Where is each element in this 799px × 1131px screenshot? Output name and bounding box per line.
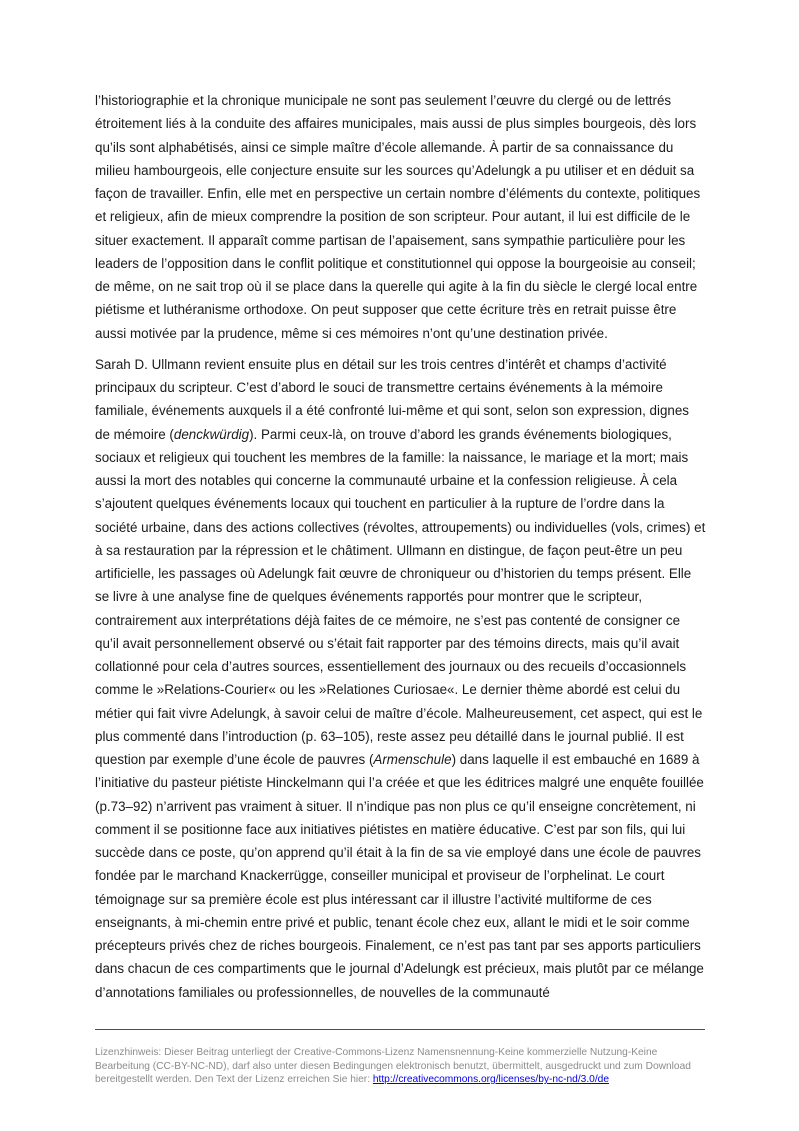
paragraph [95,89,707,345]
paragraph-text: ). Parmi ceux-là, on trouve d’abord les grands événements biologiques, sociaux et religieux qui touchent les membres de la famille: la naissance, le mariage et la mort; mais aussi la mort des notables qui concerne la communauté urbaine et la confession religieuse. À cela s’ajoutent quelques événements locaux qui touchent en particulier à la rupture de l’ordre dans la société urbaine, dans des actions collectives (révoltes, attroupements) ou individuelles (vols, crimes) et à sa restauration par la répression et le châtiment. Ullmann en distingue, de façon peut-être un peu artificielle, les passages où Adelungk fait œuvre de chroniqueur ou d’historien du temps présent. Elle se livre à une analyse fine de quelques événements rapportés pour montrer que le scripteur, contrairement aux interprétations déjà faites de ce mémoire, ne s’est pas contenté de consigner ce qu’il avait personnellement observé ou s’était fait rapporter par des témoins directs, mais qu’il avait collationné pour cela d’autres sources, essentiellement des journaux ou des recueils d’occasionnels comme le »Relations-Courier« ou les »Relationes Curiosae«. Le dernier thème abordé est celui du métier qui fait vivre Adelungk, à savoir celui de maître d’école. Malheureusement, cet aspect, qui est le plus commenté dans l’introduction (p. 63–105), reste assez peu détaillé dans le journal publié. Il est question par exemple d’une école de pauvres ( [95,426,706,767]
footer-divider [95,1029,705,1030]
italic-term: denckwürdig [173,426,250,442]
license-text: Lizenzhinweis: Dieser Beitrag unterliegt der Creative-Commons-Lizenz Namensnennung-Keine kommerzielle Nutzung-Keine Bearbeitung (CC-BY-NC-ND), darf also unter diesen Bedingungen elektronisch benutzt, übermittelt, ausgedruckt und zum Download bereitgestellt werden. Den Text der Lizenz erreichen Sie hier: [95,1047,691,1085]
italic-term: Armenschule [373,752,452,767]
paragraph-text: Sarah D. Ullmann revient ensuite plus en détail sur les trois centres d’intérêt et champs d’activité principaux du scripteur. C’est d’abord le souci de transmettre certains événements à la mémoire familiale, événements auxquels il a été confronté lui-même et qui sont, selon son expression, dignes de mémoire ( [95,356,689,442]
paragraph-text: l’historiographie et la chronique municipale ne sont pas seulement l’œuvre du clergé ou de lettrés étroitement liés à la conduite des affaires municipales, mais aussi de plus simples bourgeois, dès lors qu’ils sont alphabétisés, ainsi ce simple maître d’école allemande. À partir de sa connaissance du milieu hambourgeois, elle conjecture ensuite sur les sources qu’Adelungk a pu utiliser et en déduit sa façon de travailler. Enfin, elle met en perspective un certain nombre d’éléments du contexte, politiques et religieux, afin de mieux comprendre la position de son scripteur. Pour autant, il lui est difficile de le situer exactement. Il apparaît comme partisan de l’apaisement, sans sympathie particulière pour les leaders de l’opposition dans le conflit politique et constitutionnel qui oppose la bourgeoisie au conseil; de même, on ne sait trop où il se place dans la querelle qui agite à la fin du siècle le clergé local entre piétisme et luthéranisme orthodoxe. On peut supposer que cette écriture très en retrait puisse être aussi motivée par la prudence, même si ces mémoires n’ont qu’une destination privée. [95,93,701,341]
license-notice [95,1046,707,1087]
paragraph-text: ) dans laquelle il est embauché en 1689 à l’initiative du pasteur piétiste Hinckelmann qui l’a créée et que les éditrices malgré une enquête fouillée (p.73–92) n’arrivent pas vraiment à situer. Il n’indique pas non plus ce qu’il enseigne concrètement, ni comment il se positionne face aux initiatives piétistes en matière éducative. C’est par son fils, qui lui succède dans ce poste, qu’on apprend qu’il était à la fin de sa vie employé dans une école de pauvres fondée par le marchand Knackerrügge, conseiller municipal et proviseur de l’orphelinat. Le court témoignage sur sa première école est plus intéressant car il illustre l’activité multiforme de ces enseignants, à mi-chemin entre privé et public, tenant école chez eux, allant le midi et le soir comme précepteurs privés chez de riches bourgeois. Finalement, ce n’est pas tant par ses apports particuliers dans chacun de ces compartiments que le journal d’Adelungk est précieux, mais plutôt par ce mélange d’annotations familiales ou professionnelles, de nouvelles de la communauté [95,752,704,1000]
paragraph [95,353,707,1004]
article-body [95,89,707,1004]
license-link[interactable]: http://creativecommons.org/licenses/by-nc-nd/3.0/de [372,1074,609,1085]
